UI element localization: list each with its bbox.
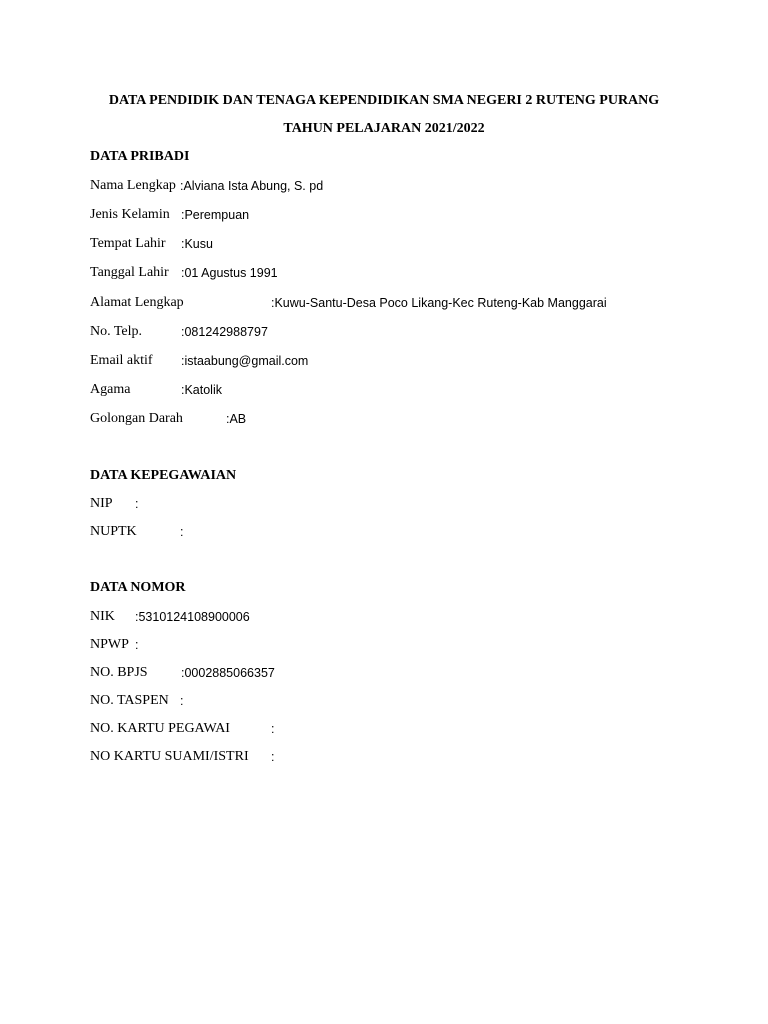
field-value: : <box>271 750 275 764</box>
section-heading-data-nomor: DATA NOMOR <box>90 580 186 595</box>
field-label: Tanggal Lahir <box>90 265 169 280</box>
field-email-aktif <box>90 352 710 370</box>
field-value: :istaabung@gmail.com <box>181 354 309 368</box>
field-alamat-lengkap <box>90 294 710 312</box>
field-nik <box>90 608 710 626</box>
field-label: NPWP <box>90 637 129 652</box>
field-value: :AB <box>226 412 247 426</box>
field-value: :Kuwu-Santu-Desa Poco Likang-Kec Ruteng-Kab Manggarai <box>271 296 607 310</box>
section-heading-data-kepegawaian: DATA KEPEGAWAIAN <box>90 468 237 483</box>
field-label: Nama Lengkap <box>90 178 176 193</box>
field-nuptk <box>90 523 710 541</box>
field-golongan-darah <box>90 410 710 428</box>
field-label: Email aktif <box>90 353 153 368</box>
field-label: Alamat Lengkap <box>90 295 184 310</box>
field-value: :Katolik <box>181 383 222 397</box>
field-label: NIK <box>90 609 115 624</box>
field-label: Agama <box>90 382 131 397</box>
field-label: NUPTK <box>90 524 137 539</box>
field-no-kartu-suami-istri <box>90 748 710 766</box>
field-nip <box>90 495 710 513</box>
field-label: NO. BPJS <box>90 665 148 680</box>
field-value: :Kusu <box>181 237 213 251</box>
field-tempat-lahir <box>90 235 710 253</box>
field-no-taspen <box>90 692 710 710</box>
field-agama <box>90 381 710 399</box>
document-title-line-1: DATA PENDIDIK DAN TENAGA KEPENDIDIKAN SMA NEGERI 2 RUTENG PURANG <box>108 93 660 108</box>
field-no-kartu-pegawai <box>90 720 710 738</box>
field-value: :0002885066357 <box>181 666 275 680</box>
document-title-line-2: TAHUN PELAJARAN 2021/2022 <box>283 121 485 136</box>
field-npwp <box>90 636 710 654</box>
field-nama-lengkap <box>90 177 710 195</box>
field-value: :5310124108900006 <box>135 610 250 624</box>
field-value: : <box>180 694 184 708</box>
field-value: : <box>180 525 184 539</box>
field-label: NO. KARTU PEGAWAI <box>90 721 230 736</box>
field-label: NO KARTU SUAMI/ISTRI <box>90 749 249 764</box>
section-heading-data-pribadi: DATA PRIBADI <box>90 149 190 164</box>
field-tanggal-lahir <box>90 264 710 282</box>
field-no-telp <box>90 323 710 341</box>
field-label: Golongan Darah <box>90 411 183 426</box>
field-label: NO. TASPEN <box>90 693 169 708</box>
field-label: No. Telp. <box>90 324 143 339</box>
field-jenis-kelamin <box>90 206 710 224</box>
field-value: :01 Agustus 1991 <box>181 266 278 280</box>
field-value: :081242988797 <box>181 325 268 339</box>
field-value: : <box>135 497 139 511</box>
field-label: Tempat Lahir <box>90 236 166 251</box>
field-no-bpjs <box>90 664 710 682</box>
field-value: :Perempuan <box>181 208 250 222</box>
field-value: :Alviana Ista Abung, S. pd <box>180 179 324 193</box>
field-label: Jenis Kelamin <box>90 207 170 222</box>
field-value: : <box>135 638 139 652</box>
field-label: NIP <box>90 496 113 511</box>
field-value: : <box>271 722 275 736</box>
